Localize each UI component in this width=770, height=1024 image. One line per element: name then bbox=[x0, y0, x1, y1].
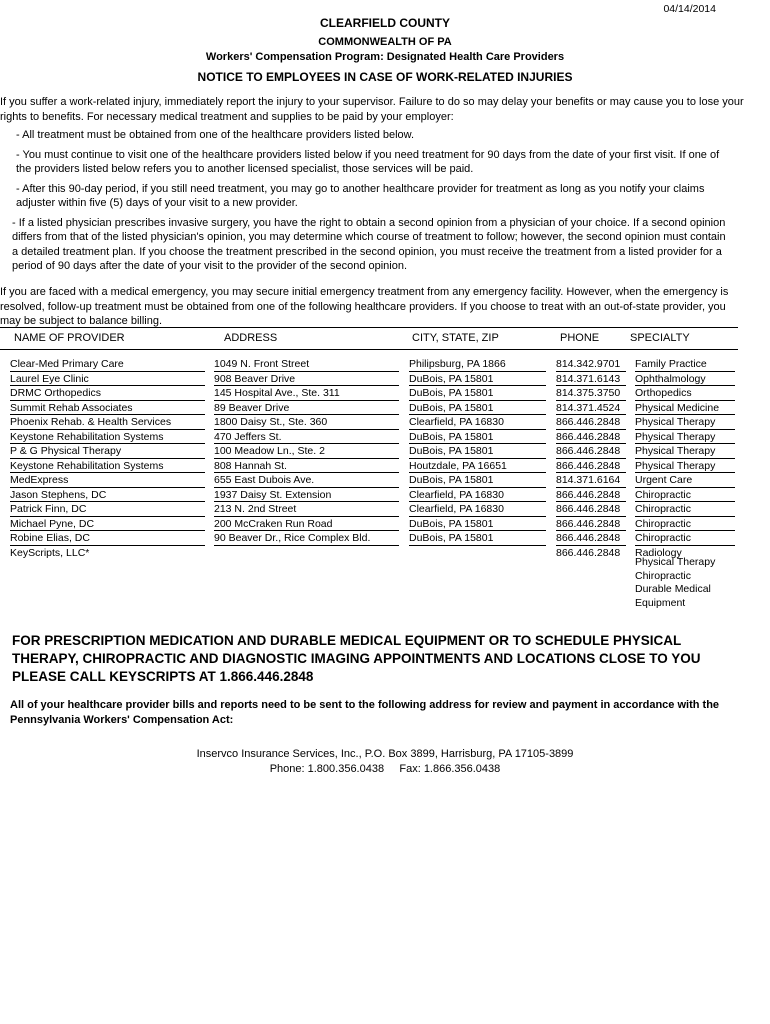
cell-phone: 866.446.2848 bbox=[556, 430, 621, 443]
header-city: CITY, STATE, ZIP bbox=[412, 332, 499, 344]
intro-paragraph: If you suffer a work-related injury, immediately report the injury to your supervisor. Failure to do so may delay your benefits or may cause you to lose your rights to benefits. For necessary medical treatment and supplies to be paid by your employer: bbox=[0, 96, 744, 123]
table-row bbox=[0, 459, 738, 474]
cell-name: Jason Stephens, DC bbox=[10, 488, 107, 501]
table-row bbox=[0, 488, 738, 503]
cell-city: DuBois, PA 15801 bbox=[409, 401, 494, 414]
cell-name: Keystone Rehabilitation Systems bbox=[10, 430, 164, 443]
bullet-list bbox=[12, 128, 731, 279]
cell-name: P & G Physical Therapy bbox=[10, 445, 122, 457]
table-row-keyscripts bbox=[0, 546, 738, 561]
table-row bbox=[0, 401, 738, 416]
cell-address: 808 Hannah St. bbox=[214, 459, 287, 472]
cell-address: 145 Hospital Ave., Ste. 311 bbox=[214, 387, 340, 399]
table-row bbox=[0, 517, 738, 532]
table-row bbox=[0, 372, 738, 387]
cell-city: DuBois, PA 15801 bbox=[409, 372, 494, 385]
cell-address: 1937 Daisy St. Extension bbox=[214, 488, 332, 501]
cell-address: 89 Beaver Drive bbox=[214, 401, 290, 414]
cell-address: 213 N. 2nd Street bbox=[214, 503, 297, 515]
table-row bbox=[0, 357, 738, 372]
cell-name: DRMC Orthopedics bbox=[10, 387, 102, 399]
cell-phone: 866.446.2848 bbox=[556, 445, 621, 457]
bullet-item: - After this 90-day period, if you still need treatment, you may go to another healthcare provider for treatment as long as you notify your claims adjuster within five (5) days of your visit to a new provider. bbox=[16, 182, 705, 209]
cell-address: 1049 N. Front Street bbox=[214, 358, 310, 370]
cell-specialty: Physical Therapy bbox=[635, 416, 716, 428]
table-row bbox=[0, 473, 738, 488]
cell-specialty: Chiropractic bbox=[635, 503, 692, 515]
cell-phone: 814.375.3750 bbox=[556, 387, 621, 399]
header-address: ADDRESS bbox=[224, 332, 278, 344]
bullet-item: - You must continue to visit one of the healthcare providers listed below if you need treatment for 90 days from the date of your first visit. If one of the providers listed below refers you to another licensed specialist, those services will be paid. bbox=[16, 148, 720, 175]
cell-specialty: Physical Therapy bbox=[635, 459, 716, 472]
cell-specialty: Radiology bbox=[635, 546, 682, 559]
cell-city: Clearfield, PA 16830 bbox=[409, 488, 504, 501]
cell-city: DuBois, PA 15801 bbox=[409, 430, 494, 443]
cell-address: 1800 Daisy St., Ste. 360 bbox=[214, 416, 328, 428]
notice-title: NOTICE TO EMPLOYEES IN CASE OF WORK-RELATED INJURIES bbox=[197, 70, 573, 84]
commonwealth-title: COMMONWEALTH OF PA bbox=[318, 36, 452, 48]
cell-phone: 814.371.4524 bbox=[556, 401, 621, 414]
cell-phone: 814.342.9701 bbox=[556, 358, 621, 370]
specialty-item: Chiropractic bbox=[635, 569, 692, 582]
cell-phone: 866.446.2848 bbox=[556, 532, 621, 544]
bullet-item: - All treatment must be obtained from one of the healthcare providers listed below. bbox=[16, 129, 415, 141]
cell-name: Robine Elias, DC bbox=[10, 532, 90, 544]
cell-phone: 866.446.2848 bbox=[556, 517, 621, 530]
program-title: Workers' Compensation Program: Designated Health Care Providers bbox=[205, 51, 565, 63]
keyscripts-call-notice: FOR PRESCRIPTION MEDICATION AND DURABLE MEDICAL EQUIPMENT OR TO SCHEDULE PHYSICAL THERAPY, CHIROPRACTIC AND DIAGNOSTIC IMAGING APPOINTMENTS AND LOCATIONS CLOSE TO YOU PLEASE CALL KEYSCRIPTS AT 1.866.446.2848 bbox=[12, 633, 701, 684]
cell-city: Philipsburg, PA 1866 bbox=[409, 358, 506, 370]
cell-specialty: Family Practice bbox=[635, 358, 707, 370]
keyscripts-specialty-list bbox=[635, 556, 715, 610]
specialty-item: Durable Medical bbox=[635, 583, 711, 595]
cell-phone: 866.446.2848 bbox=[556, 546, 621, 559]
table-row bbox=[0, 531, 738, 546]
cell-city: Clearfield, PA 16830 bbox=[409, 503, 504, 515]
cell-address: 908 Beaver Drive bbox=[214, 372, 296, 385]
cell-specialty: Physical Medicine bbox=[635, 401, 720, 414]
cell-city: DuBois, PA 15801 bbox=[409, 532, 494, 544]
bullet-item: - If a listed physician prescribes invasive surgery, you have the right to obtain a second opinion from a physician of your choice. If a second opinion differs from that of the listed physician's opinion, you may determine which course of treatment to follow; however, the second opinion must contain a detailed treatment plan. If you choose the treatment prescribed in the second opinion, you must receive the treatment from a listed provider for a period of 90 days after the date of your visit to the provider of the second opinion. bbox=[12, 216, 726, 272]
cell-phone: 866.446.2848 bbox=[556, 416, 621, 428]
cell-name: Michael Pyne, DC bbox=[10, 517, 95, 530]
cell-name: Phoenix Rehab. & Health Services bbox=[10, 416, 172, 428]
header-phone: PHONE bbox=[560, 332, 600, 344]
specialty-item: Physical Therapy bbox=[635, 556, 716, 568]
insurer-contact: Phone: 1.800.356.0438 Fax: 1.866.356.0438 bbox=[269, 763, 501, 775]
cell-name: Laurel Eye Clinic bbox=[10, 372, 89, 385]
table-row bbox=[0, 415, 738, 430]
table-row bbox=[0, 430, 738, 445]
cell-address: 100 Meadow Ln., Ste. 2 bbox=[214, 445, 325, 457]
cell-city: DuBois, PA 15801 bbox=[409, 445, 494, 457]
cell-city: Houtzdale, PA 16651 bbox=[409, 459, 507, 472]
cell-specialty: Chiropractic bbox=[635, 532, 692, 544]
bills-notice: All of your healthcare provider bills and reports need to be sent to the following address for review and payment in accordance with the Pennsylvania Workers' Compensation Act: bbox=[10, 699, 720, 726]
cell-name: Keystone Rehabilitation Systems bbox=[10, 459, 164, 472]
cell-specialty: Chiropractic bbox=[635, 488, 692, 501]
cell-city: Clearfield, PA 16830 bbox=[409, 416, 504, 428]
cell-phone: 866.446.2848 bbox=[556, 503, 621, 515]
header-name: NAME OF PROVIDER bbox=[14, 332, 125, 344]
cell-phone: 814.371.6143 bbox=[556, 372, 621, 385]
emergency-paragraph: If you are faced with a medical emergency, you may secure initial emergency treatment from any emergency facility. However, when the emergency is resolved, follow-up treatment must be obtained from one of the following healthcare providers. If you choose to treat with an out-of-state provider, you may be subject to balance billing. bbox=[0, 286, 729, 327]
table-row bbox=[0, 386, 738, 401]
provider-table bbox=[0, 357, 738, 560]
cell-specialty: Ophthalmology bbox=[635, 372, 706, 385]
cell-address: 200 McCraken Run Road bbox=[214, 517, 333, 530]
cell-phone: 814.371.6164 bbox=[556, 474, 621, 486]
insurer-address: Inservco Insurance Services, Inc., P.O. Box 3899, Harrisburg, PA 17105-3899 bbox=[196, 748, 574, 760]
cell-name: Summit Rehab Associates bbox=[10, 401, 133, 414]
document-date: 04/14/2014 bbox=[663, 3, 716, 15]
cell-specialty: Urgent Care bbox=[635, 474, 693, 486]
header-specialty: SPECIALTY bbox=[630, 332, 690, 344]
cell-name: Clear-Med Primary Care bbox=[10, 358, 124, 370]
cell-city: DuBois, PA 15801 bbox=[409, 387, 494, 399]
cell-name: Patrick Finn, DC bbox=[10, 503, 87, 515]
cell-specialty: Physical Therapy bbox=[635, 445, 716, 457]
table-row bbox=[0, 444, 738, 459]
cell-name: KeyScripts, LLC* bbox=[10, 546, 90, 559]
table-top-rule bbox=[0, 327, 738, 328]
cell-specialty: Orthopedics bbox=[635, 387, 692, 399]
table-header bbox=[0, 332, 738, 348]
cell-specialty: Physical Therapy bbox=[635, 430, 716, 443]
cell-phone: 866.446.2848 bbox=[556, 459, 621, 472]
cell-name: MedExpress bbox=[10, 474, 69, 486]
cell-city: DuBois, PA 15801 bbox=[409, 474, 494, 486]
cell-address: 470 Jeffers St. bbox=[214, 430, 282, 443]
specialty-item: Equipment bbox=[635, 596, 686, 609]
table-header-rule bbox=[0, 349, 738, 350]
cell-phone: 866.446.2848 bbox=[556, 488, 621, 501]
county-title: CLEARFIELD COUNTY bbox=[320, 16, 450, 30]
cell-address: 655 East Dubois Ave. bbox=[214, 474, 315, 486]
table-row bbox=[0, 502, 738, 517]
cell-specialty: Chiropractic bbox=[635, 517, 692, 530]
cell-address: 90 Beaver Dr., Rice Complex Bld. bbox=[214, 532, 371, 544]
cell-city: DuBois, PA 15801 bbox=[409, 517, 494, 530]
